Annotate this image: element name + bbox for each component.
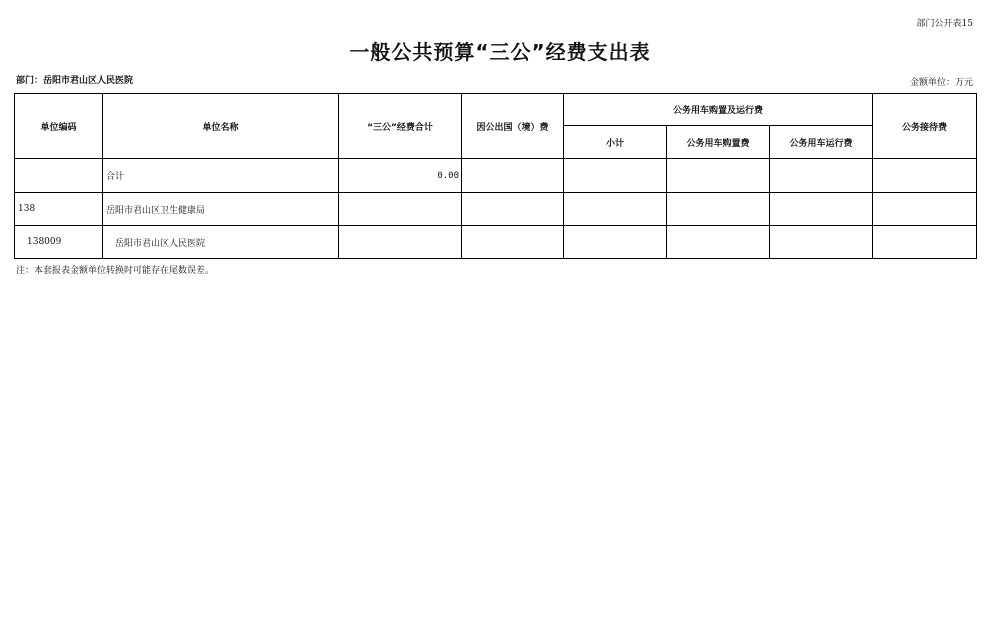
cell-subtotal xyxy=(564,159,667,193)
cell-name: 岳阳市君山区人民医院 xyxy=(103,226,339,259)
page-title: 一般公共预算“三公”经费支出表 xyxy=(349,40,651,64)
cell-reception xyxy=(873,226,977,259)
cell-reception xyxy=(873,193,977,226)
cell-total xyxy=(339,226,462,259)
header-abroad: 因公出国（境）费 xyxy=(462,94,564,159)
expense-table xyxy=(14,93,977,259)
table-row xyxy=(15,193,977,226)
cell-name: 岳阳市君山区卫生健康局 xyxy=(103,193,339,226)
cell-total: 0.00 xyxy=(339,159,462,193)
cell-abroad xyxy=(462,193,564,226)
cell-code: 138009 xyxy=(15,226,103,259)
header-total: “三公”经费合计 xyxy=(339,94,462,159)
cell-abroad xyxy=(462,226,564,259)
cell-operation xyxy=(770,159,873,193)
header-vehicle-purchase: 公务用车购置费 xyxy=(667,126,770,159)
cell-purchase xyxy=(667,159,770,193)
cell-abroad xyxy=(462,159,564,193)
cell-name: 合计 xyxy=(103,159,339,193)
header-vehicle-group: 公务用车购置及运行费 xyxy=(564,94,873,126)
department-label: 部门：岳阳市君山区人民医院 xyxy=(16,76,134,86)
cell-code: 138 xyxy=(15,193,103,226)
table-row xyxy=(15,226,977,259)
cell-operation xyxy=(770,193,873,226)
form-number: 部门公开表15 xyxy=(916,19,973,29)
cell-purchase xyxy=(667,193,770,226)
cell-total xyxy=(339,193,462,226)
cell-operation xyxy=(770,226,873,259)
header-unit-code: 单位编码 xyxy=(15,94,103,159)
cell-purchase xyxy=(667,226,770,259)
footnote: 注：本套报表金额单位转换时可能存在尾数误差。 xyxy=(16,266,215,276)
header-subtotal: 小计 xyxy=(564,126,667,159)
table-row xyxy=(15,159,977,193)
cell-subtotal xyxy=(564,193,667,226)
cell-subtotal xyxy=(564,226,667,259)
header-vehicle-operation: 公务用车运行费 xyxy=(770,126,873,159)
header-unit-name: 单位名称 xyxy=(103,94,339,159)
amount-unit-label: 金额单位：万元 xyxy=(909,78,973,88)
cell-code xyxy=(15,159,103,193)
cell-reception xyxy=(873,159,977,193)
header-reception: 公务接待费 xyxy=(873,94,977,159)
